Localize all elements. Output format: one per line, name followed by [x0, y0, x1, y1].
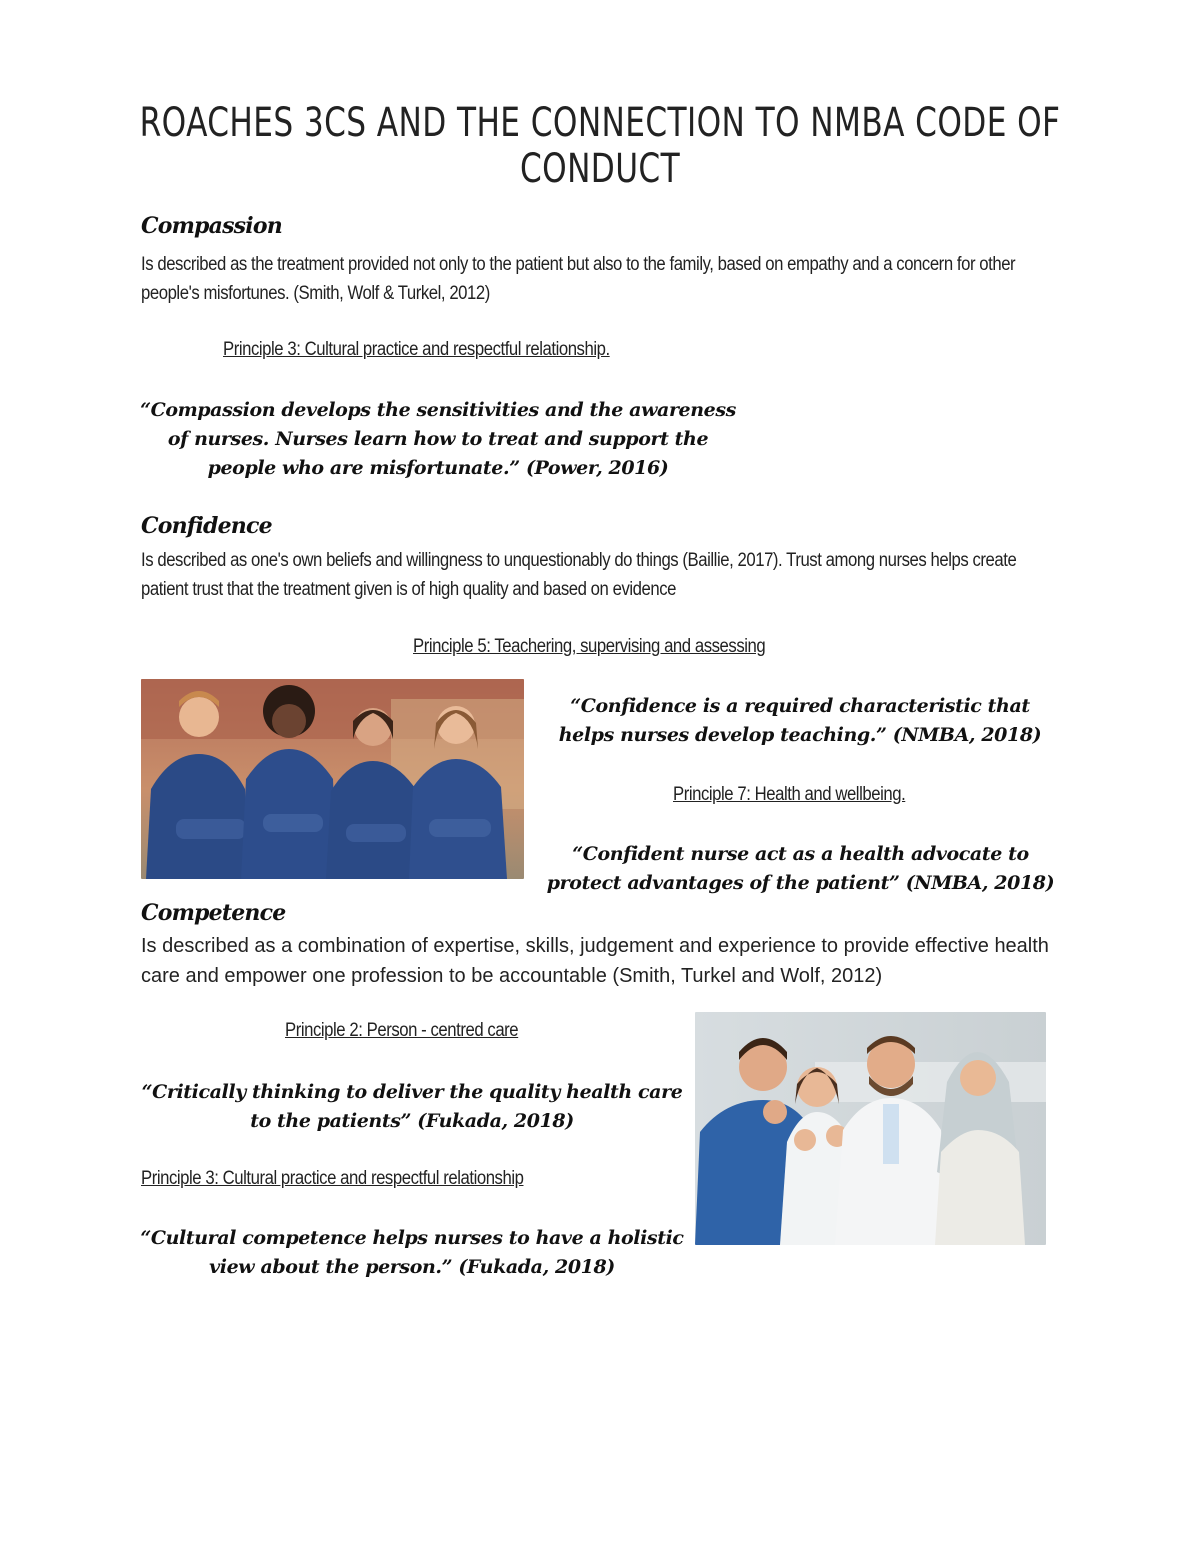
compassion-heading: Compassion: [141, 213, 282, 239]
competence-quote-2: “Cultural competence helps nurses to have a holistic view about the person.” (Fukada, 2018): [140, 1227, 684, 1278]
confidence-principle-7: Principle 7: Health and wellbeing.: [673, 784, 906, 805]
compassion-quote: “Compassion develops the sensitivities and the awareness of nurses. Nurses learn how to treat and support the people who are misfortunate.” (Power, 2016): [140, 399, 736, 479]
compassion-principle: Principle 3: Cultural practice and respectful relationship.: [223, 339, 610, 360]
competence-heading: Competence: [141, 900, 286, 926]
competence-quote-1: “Critically thinking to deliver the quality health care to the patients” (Fukada, 2018): [141, 1081, 683, 1132]
confidence-quote-2: “Confident nurse act as a health advocate to protect advantages of the patient” (NMBA, 2018): [546, 843, 1055, 894]
competence-body: Is described as a combination of expertise, skills, judgement and experience to provide effective health care and empower one profession to be accountable (Smith, Turkel and Wolf, 2012): [141, 935, 1049, 987]
competence-principle-3: Principle 3: Cultural practice and respectful relationship: [141, 1168, 524, 1189]
healthcare-team-photo: [695, 1012, 1046, 1245]
page-title: ROACHES 3CS AND THE CONNECTION TO NMBA CODE OF CONDUCT: [139, 100, 1061, 192]
confidence-body: Is described as one's own beliefs and willingness to unquestionably do things (Baillie, 2017). Trust among nurses helps create patient trust that the treatment given is of high quality and based on evidence: [141, 550, 1017, 600]
confidence-principle-5: Principle 5: Teachering, supervising and assessing: [413, 636, 766, 657]
compassion-body: Is described as the treatment provided not only to the patient but also to the family, based on empathy and a concern for other people's misfortunes. (Smith, Wolf & Turkel, 2012): [141, 254, 1016, 304]
nurses-group-photo: [141, 679, 524, 879]
confidence-heading: Confidence: [141, 513, 272, 539]
competence-principle-2: Principle 2: Person - centred care: [285, 1020, 519, 1041]
confidence-quote-1: “Confidence is a required characteristic that helps nurses develop teaching.” (NMBA, 2018): [558, 695, 1042, 746]
